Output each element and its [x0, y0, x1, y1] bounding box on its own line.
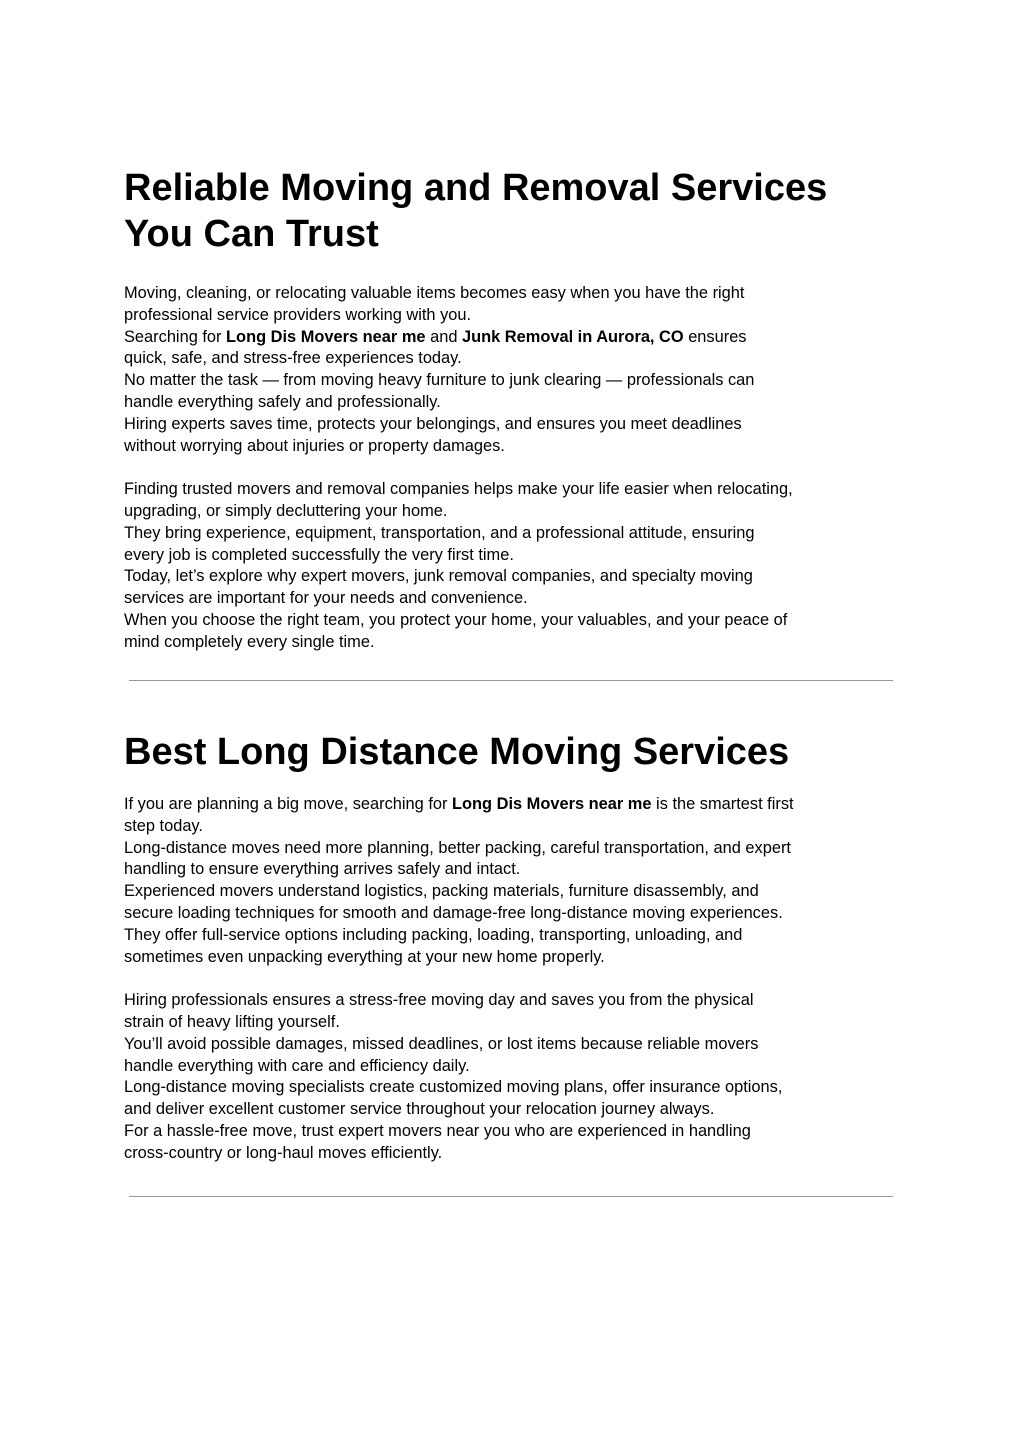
keyword-long-dis-movers: Long Dis Movers near me — [452, 795, 652, 813]
text-line: sometimes even unpacking everything at your new home properly. — [124, 947, 605, 966]
text-line: handle everything safely and professionally. — [124, 392, 441, 411]
section1-heading-line2: You Can Trust — [124, 213, 379, 255]
text-line: Long-distance moving specialists create customized moving plans, offer insurance options, — [124, 1078, 783, 1097]
text-line: services are important for your needs and convenience. — [124, 589, 528, 608]
text-line: cross-country or long-haul moves efficiently. — [124, 1143, 443, 1162]
text-line: step today. — [124, 816, 203, 835]
text-line: handle everything with care and efficiency daily. — [124, 1056, 470, 1075]
text-line: quick, safe, and stress-free experiences today. — [124, 349, 462, 368]
section-divider-1 — [129, 680, 893, 681]
text-line: When you choose the right team, you protect your home, your valuables, and your peace of — [124, 610, 788, 629]
text-run: is the smartest first — [651, 795, 794, 813]
text-run: If you are planning a big move, searching for — [124, 795, 453, 813]
text-line: Moving, cleaning, or relocating valuable items becomes easy when you have the right — [124, 284, 745, 302]
text-run: and — [425, 327, 462, 346]
document-page — [124, 165, 900, 654]
text-line — [124, 327, 900, 349]
keyword-junk-removal-aurora: Junk Removal in Aurora, CO — [462, 327, 684, 346]
text-line: They bring experience, equipment, transportation, and a professional attitude, ensuring — [124, 523, 755, 542]
text-line: every job is completed successfully the very first time. — [124, 545, 514, 564]
section1-paragraph2 — [124, 479, 900, 653]
text-line: Hiring professionals ensures a stress-free moving day and saves you from the physical — [124, 991, 754, 1010]
text-line: handling to ensure everything arrives safely and intact. — [124, 860, 521, 879]
text-line: Finding trusted movers and removal companies helps make your life easier when relocating, — [124, 480, 793, 499]
section1-paragraph1 — [124, 283, 900, 457]
text-line: and deliver excellent customer service throughout your relocation journey always. — [124, 1100, 715, 1119]
document-page-section2 — [124, 729, 900, 1165]
keyword-long-dis-movers: Long Dis Movers near me — [226, 327, 426, 346]
section2-heading — [124, 729, 900, 775]
text-line: You’ll avoid possible damages, missed deadlines, or lost items because reliable movers — [124, 1034, 759, 1053]
section2-paragraph1 — [124, 794, 900, 968]
text-line: without worrying about injuries or property damages. — [124, 436, 505, 455]
text-line: secure loading techniques for smooth and damage-free long-distance moving experiences. — [124, 903, 783, 922]
text-line: They offer full-service options including packing, loading, transporting, unloading, and — [124, 925, 743, 944]
section1-heading — [124, 165, 900, 257]
text-run: Searching for — [124, 327, 227, 346]
text-line: No matter the task — from moving heavy furniture to junk clearing — professionals can — [124, 371, 755, 390]
text-line: professional service providers working with you. — [124, 305, 472, 324]
paragraph-gap — [124, 457, 900, 479]
text-line: mind completely every single time. — [124, 632, 375, 651]
text-line: Long-distance moves need more planning, better packing, careful transportation, and expert — [124, 838, 791, 857]
section2-paragraph2 — [124, 990, 900, 1164]
section1-heading-line1: Reliable Moving and Removal Services — [124, 167, 828, 209]
text-run: ensures — [683, 327, 747, 346]
text-line: upgrading, or simply decluttering your home. — [124, 501, 448, 520]
section-divider-2 — [129, 1196, 893, 1197]
text-line: For a hassle-free move, trust expert movers near you who are experienced in handling — [124, 1121, 751, 1140]
section2-heading-line: Best Long Distance Moving Services — [124, 731, 790, 773]
text-line: Today, let’s explore why expert movers, junk removal companies, and specialty moving — [124, 567, 753, 586]
text-line: Hiring experts saves time, protects your belongings, and ensures you meet deadlines — [124, 414, 742, 433]
text-line: strain of heavy lifting yourself. — [124, 1012, 340, 1031]
paragraph-gap — [124, 968, 900, 990]
text-line: Experienced movers understand logistics, packing materials, furniture disassembly, and — [124, 882, 759, 901]
text-line — [124, 794, 900, 816]
